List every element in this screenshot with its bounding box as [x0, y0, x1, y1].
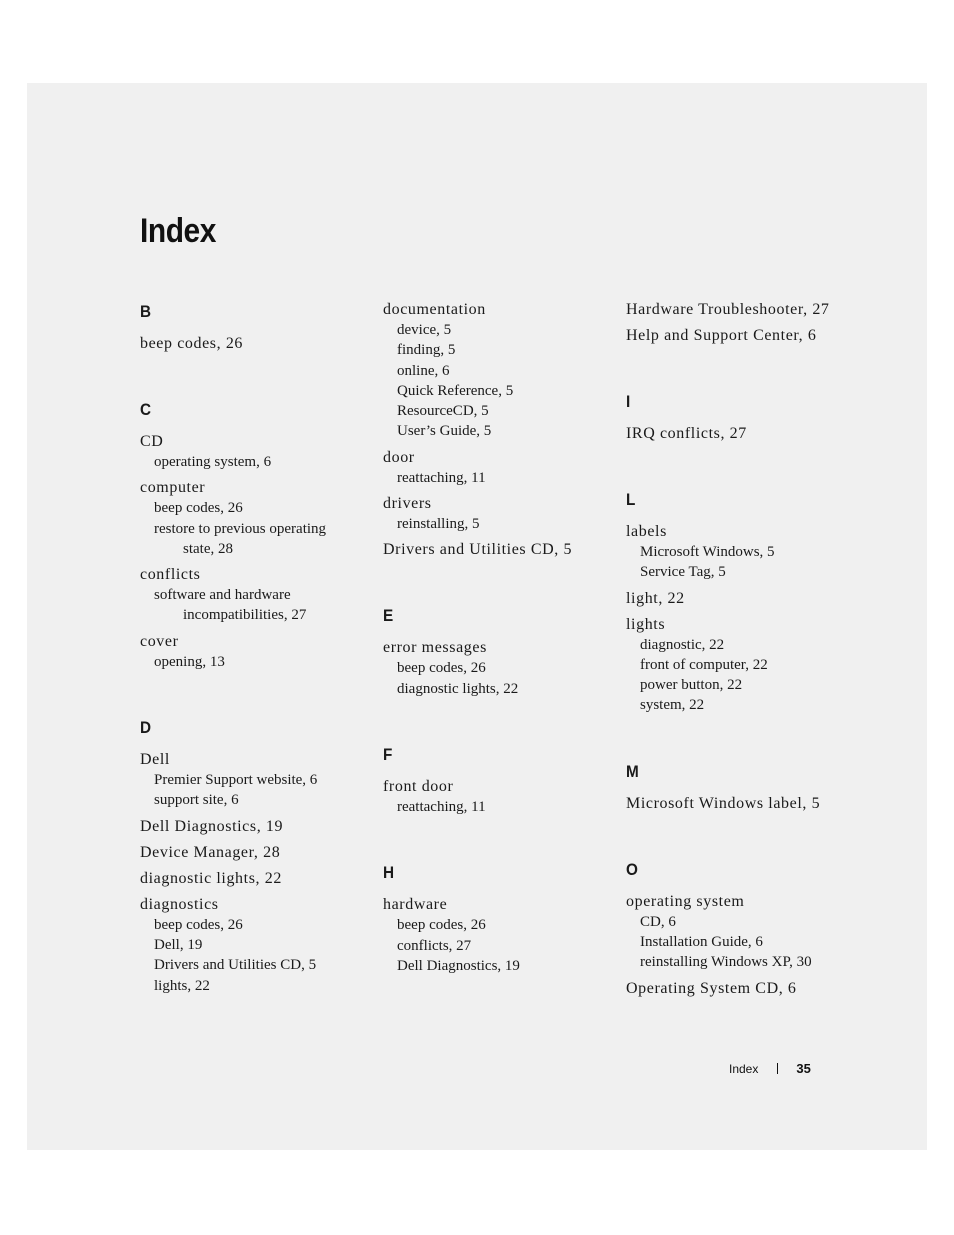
- index-term: Device Manager, 28: [140, 843, 281, 861]
- subentry-text: beep codes, 26: [397, 660, 486, 677]
- index-section: [626, 760, 856, 814]
- index-entry: [140, 432, 360, 472]
- index-subentry: [140, 955, 360, 975]
- footer-label: Index: [729, 1062, 759, 1076]
- subentry-text: system, 22: [640, 697, 705, 714]
- index-column-1: [140, 300, 360, 1040]
- index-subentry: [383, 514, 603, 534]
- index-section: [140, 716, 360, 996]
- subentry-text: User’s Guide, 5: [397, 423, 492, 440]
- index-subentry: [626, 932, 856, 952]
- index-subentry: [626, 695, 856, 715]
- index-term: documentation: [383, 301, 486, 318]
- index-entry: [383, 895, 603, 976]
- subentry-text: Microsoft Windows, 5: [640, 544, 775, 560]
- index-entry: [140, 817, 360, 837]
- index-section: [383, 743, 603, 817]
- index-entry: [140, 334, 360, 354]
- index-entry: [140, 632, 360, 672]
- index-term: front door: [383, 777, 454, 795]
- index-term: labels: [626, 523, 667, 540]
- index-subentry: [140, 790, 360, 810]
- index-term: beep codes, 26: [140, 335, 244, 352]
- section-letter: L: [626, 490, 636, 509]
- index-entry: [626, 326, 856, 346]
- index-subentry: [383, 797, 603, 817]
- index-entry: [383, 638, 603, 699]
- subentry-text: ResourceCD, 5: [397, 403, 489, 420]
- index-term: Help and Support Center, 6: [626, 327, 817, 344]
- index-subentry: [626, 655, 856, 675]
- index-section: [383, 604, 603, 699]
- section-letter: E: [383, 606, 394, 626]
- index-term: Hardware Troubleshooter, 27: [626, 301, 830, 318]
- section-letter: M: [626, 761, 639, 781]
- subentry-text: front of computer, 22: [640, 656, 768, 673]
- section-letter: B: [140, 302, 152, 321]
- index-entry: [140, 895, 360, 996]
- index-term: diagnostics: [140, 895, 219, 913]
- subentry-text: CD, 6: [640, 913, 676, 930]
- index-section: [626, 858, 856, 999]
- index-subentry: [626, 912, 856, 932]
- index-subentry: [140, 585, 360, 626]
- index-entry: [626, 300, 856, 320]
- index-subentry: [140, 976, 360, 996]
- index-subentry: [140, 935, 360, 955]
- subentry-text: Quick Reference, 5: [397, 382, 514, 399]
- index-entry: [140, 478, 360, 559]
- index-section: [383, 861, 603, 976]
- index-subentry: [140, 519, 360, 560]
- subentry-text: reattaching, 11: [397, 798, 486, 815]
- index-column-2: [383, 300, 603, 1020]
- section-letter: F: [383, 744, 393, 764]
- index-term: light, 22: [626, 589, 685, 607]
- subentry-continuation: incompatibilities, 27: [183, 607, 307, 624]
- index-subentry: [626, 675, 856, 695]
- index-subentry: [383, 401, 603, 421]
- section-letter: O: [626, 859, 638, 879]
- index-entry: [626, 979, 856, 999]
- index-entry: [626, 589, 856, 609]
- index-subentry: [383, 340, 603, 360]
- index-entry: [383, 300, 603, 442]
- subentry-text: diagnostic lights, 22: [397, 680, 519, 697]
- index-entry: [140, 565, 360, 626]
- index-subentry: [626, 635, 856, 655]
- subentry-text: beep codes, 26: [154, 916, 243, 933]
- subentry-text: support site, 6: [154, 792, 239, 809]
- index-section: [626, 390, 856, 444]
- index-entry: [626, 794, 856, 814]
- index-term: computer: [140, 479, 206, 497]
- index-entry: [626, 615, 856, 716]
- subentry-text: lights, 22: [154, 977, 210, 994]
- index-section: [140, 300, 360, 354]
- subentry-text: beep codes, 26: [154, 500, 243, 517]
- index-term: lights: [626, 615, 666, 633]
- index-term: Drivers and Utilities CD, 5: [383, 541, 573, 559]
- subentry-text: opening, 13: [154, 653, 225, 670]
- index-subentry: [626, 562, 856, 582]
- subentry-text: Dell Diagnostics, 19: [397, 957, 520, 974]
- index-subentry: [383, 381, 603, 401]
- index-entry: [383, 494, 603, 534]
- subentry-text: Drivers and Utilities CD, 5: [154, 957, 317, 974]
- page-number: 35: [796, 1061, 811, 1076]
- index-term: Dell Diagnostics, 19: [140, 817, 284, 835]
- footer-separator: [777, 1063, 778, 1074]
- index-term: Dell: [140, 751, 170, 769]
- index-subentry: [140, 915, 360, 935]
- index-entry: [383, 540, 603, 560]
- subentry-text: device, 5: [397, 322, 452, 338]
- subentry-text: conflicts, 27: [397, 937, 472, 954]
- subentry-text: operating system, 6: [154, 454, 272, 470]
- page-title: Index: [140, 212, 216, 250]
- subentry-text: power button, 22: [640, 677, 743, 694]
- subentry-text: Premier Support website, 6: [154, 772, 318, 789]
- index-section: [140, 398, 360, 672]
- index-subentry: [140, 652, 360, 672]
- index-subentry: [626, 952, 856, 972]
- subentry-text: software and hardware: [154, 587, 291, 604]
- index-section: [626, 300, 856, 346]
- index-term: Operating System CD, 6: [626, 979, 797, 997]
- index-term: conflicts: [140, 566, 201, 584]
- index-subentry: [383, 468, 603, 488]
- index-entry: [626, 522, 856, 583]
- index-entry: [383, 777, 603, 817]
- subentry-text: Dell, 19: [154, 936, 203, 953]
- section-letter: H: [383, 863, 395, 883]
- index-column-3: [626, 300, 856, 1043]
- index-entry: [626, 424, 856, 444]
- subentry-continuation: state, 28: [183, 540, 233, 557]
- index-entry: [626, 892, 856, 973]
- index-term: Microsoft Windows label, 5: [626, 794, 821, 812]
- section-letter: I: [626, 392, 631, 411]
- index-section: [626, 488, 856, 716]
- index-subentry: [626, 542, 856, 562]
- subentry-text: diagnostic, 22: [640, 636, 725, 653]
- index-subentry: [383, 936, 603, 956]
- subentry-text: reattaching, 11: [397, 469, 486, 486]
- index-term: operating system: [626, 892, 745, 910]
- index-term: cover: [140, 632, 179, 650]
- index-subentry: [383, 956, 603, 976]
- subentry-text: online, 6: [397, 362, 450, 379]
- subentry-text: reinstalling, 5: [397, 516, 480, 533]
- index-term: hardware: [383, 896, 448, 914]
- index-section: [383, 300, 603, 560]
- index-entry: [383, 448, 603, 488]
- subentry-text: restore to previous operating: [154, 520, 327, 537]
- index-subentry: [140, 770, 360, 790]
- index-term: error messages: [383, 639, 487, 657]
- index-term: CD: [140, 433, 164, 450]
- index-term: diagnostic lights, 22: [140, 869, 282, 887]
- index-term: door: [383, 448, 415, 466]
- section-letter: C: [140, 400, 152, 419]
- subentry-text: reinstalling Windows XP, 30: [640, 954, 812, 971]
- subentry-text: finding, 5: [397, 342, 456, 359]
- index-subentry: [383, 915, 603, 935]
- page-footer: [729, 1061, 811, 1076]
- index-subentry: [383, 679, 603, 699]
- subentry-text: Installation Guide, 6: [640, 934, 763, 951]
- index-entry: [140, 843, 360, 863]
- index-term: drivers: [383, 495, 432, 513]
- index-subentry: [383, 320, 603, 340]
- index-subentry: [140, 498, 360, 518]
- index-subentry: [140, 452, 360, 472]
- index-subentry: [383, 658, 603, 678]
- section-letter: D: [140, 718, 152, 738]
- index-entry: [140, 750, 360, 811]
- index-subentry: [383, 361, 603, 381]
- subentry-text: beep codes, 26: [397, 917, 486, 934]
- subentry-text: Service Tag, 5: [640, 564, 726, 581]
- index-entry: [140, 869, 360, 889]
- index-subentry: [383, 421, 603, 441]
- index-term: IRQ conflicts, 27: [626, 425, 747, 442]
